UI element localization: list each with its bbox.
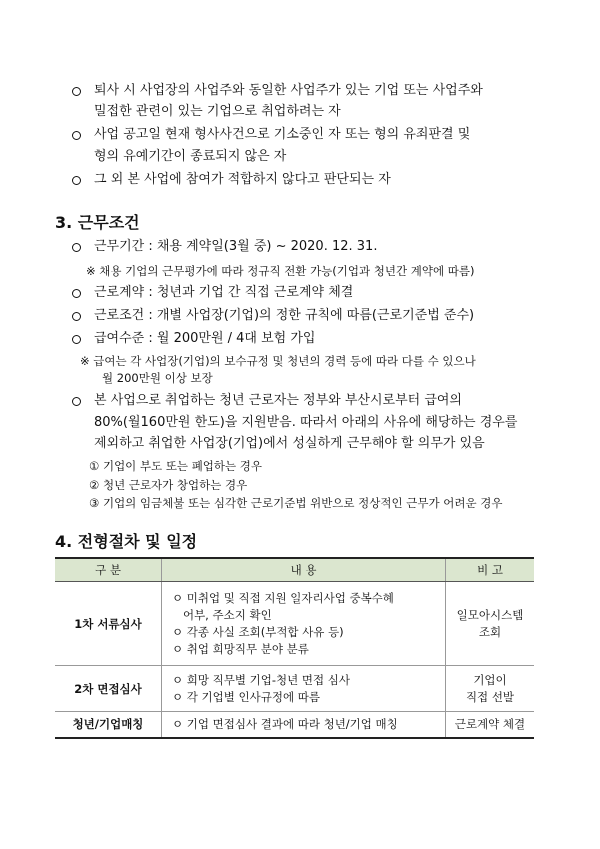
bullet-icon xyxy=(72,87,81,96)
list-item-text: 제외하고 취업한 사업장(기업)에서 성실하게 근무해야 할 의무가 있음 xyxy=(94,436,485,451)
table-cell-note xyxy=(446,582,535,666)
table-cell-note xyxy=(446,666,535,712)
list-item-text: 그 외 본 사업에 참여가 적합하지 않다고 판단되는 자 xyxy=(94,172,391,187)
bullet-icon xyxy=(72,397,81,406)
detail-line: ㅇ 희망 직무별 기업-청년 면접 심사 xyxy=(172,672,350,687)
list-item-text: 80%(월160만원 한도)을 지원받음. 따라서 아래의 사유에 해당하는 경우를 xyxy=(94,415,518,430)
list-item-text: 형의 유예기간이 종료되지 않은 자 xyxy=(94,149,287,164)
exception-item: ③ 기업의 임금체불 또는 심각한 근로기준법 위반으로 정상적인 근무가 어려운 경우 xyxy=(89,496,503,510)
table-cell-details xyxy=(162,712,446,738)
table-cell-note xyxy=(446,712,535,738)
list-item-text: 밀접한 관련이 있는 기업으로 취업하려는 자 xyxy=(94,104,341,119)
note-line: 기업이 xyxy=(473,672,507,687)
note-text: ※ 채용 기업의 근무평가에 따라 정규직 전환 가능(기업과 청년간 계약에 따름) xyxy=(86,264,475,278)
section-title: 3. 근무조건 xyxy=(55,213,140,232)
bullet-icon xyxy=(72,335,81,344)
bullet-icon xyxy=(72,176,81,185)
note-line: 일모아시스템 xyxy=(456,607,524,622)
table-row xyxy=(55,666,534,712)
list-item-text: 퇴사 시 사업장의 사업주와 동일한 사업주가 있는 기업 또는 사업주와 xyxy=(94,83,483,98)
bullet-icon xyxy=(72,243,81,252)
table-row xyxy=(55,582,534,666)
table-cell-details xyxy=(162,582,446,666)
table-header: 비 고 xyxy=(446,558,535,582)
detail-line: 어부, 주소지 확인 xyxy=(172,607,272,622)
schedule-table xyxy=(55,557,534,739)
table-cell-details xyxy=(162,666,446,712)
exception-item: ① 기업이 부도 또는 폐업하는 경우 xyxy=(89,459,263,473)
list-item-text: 사업 공고일 현재 형사사건으로 기소중인 자 또는 형의 유죄판결 및 xyxy=(94,127,471,142)
list-item-text: 근로계약 : 청년과 기업 간 직접 근로계약 체결 xyxy=(94,285,354,300)
section-title: 4. 전형절차 및 일정 xyxy=(55,532,198,551)
note-text: 월 200만원 이상 보장 xyxy=(102,371,213,385)
note-line: 직접 선발 xyxy=(465,689,515,704)
note-line: 조회 xyxy=(478,624,502,639)
detail-line: ㅇ 각종 사실 조회(부적합 사유 등) xyxy=(172,624,344,639)
table-cell-category: 2차 면접심사 xyxy=(55,666,162,712)
list-item-text: 본 사업으로 취업하는 청년 근로자는 정부와 부산시로부터 급여의 xyxy=(94,393,462,408)
detail-line: ㅇ 기업 면접심사 결과에 따라 청년/기업 매칭 xyxy=(172,716,398,731)
bullet-icon xyxy=(72,289,81,298)
detail-line: ㅇ 각 기업별 인사규정에 따름 xyxy=(172,689,320,704)
detail-line: ㅇ 취업 희망직무 분야 분류 xyxy=(172,641,309,656)
list-item-text: 근로조건 : 개별 사업장(기업)의 정한 규칙에 따름(근로기준법 준수) xyxy=(94,308,475,323)
table-cell-category: 청년/기업매칭 xyxy=(55,712,162,738)
bullet-icon xyxy=(72,312,81,321)
list-item-text: 근무기간 : 채용 계약일(3월 중) ~ 2020. 12. 31. xyxy=(94,239,378,254)
list-item-text: 급여수준 : 월 200만원 / 4대 보험 가입 xyxy=(94,331,316,346)
exception-item: ② 청년 근로자가 창업하는 경우 xyxy=(89,478,248,492)
table-header: 구 분 xyxy=(55,558,162,582)
detail-line: ㅇ 미취업 및 직접 지원 일자리사업 중복수혜 xyxy=(172,590,394,605)
bullet-icon xyxy=(72,131,81,140)
table-cell-category: 1차 서류심사 xyxy=(55,582,162,666)
table-header: 내 용 xyxy=(162,558,446,582)
note-text: ※ 급여는 각 사업장(기업)의 보수규정 및 청년의 경력 등에 따라 다를 수 있으나 xyxy=(80,354,476,368)
table-row xyxy=(55,712,534,738)
note-line: 근로계약 체결 xyxy=(454,716,526,731)
